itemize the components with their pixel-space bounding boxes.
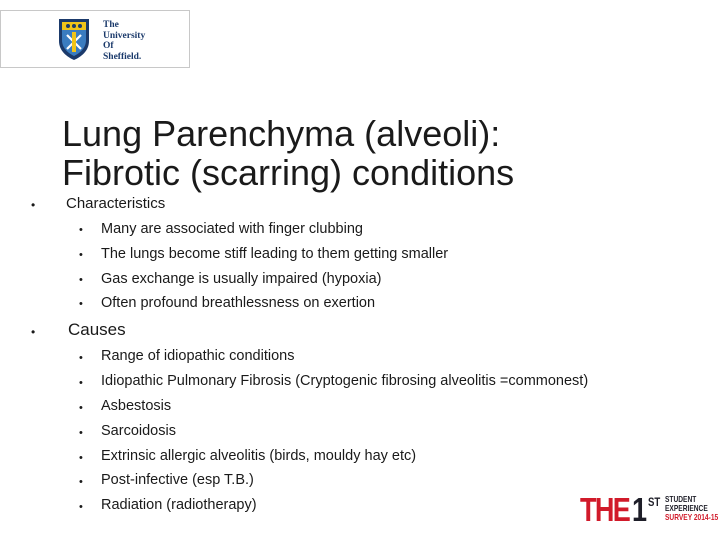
list-bullet: • xyxy=(79,274,83,286)
title-line-2: Fibrotic (scarring) conditions xyxy=(62,152,515,193)
list-bullet: • xyxy=(79,298,83,310)
badge-line-survey: SURVEY 2014-15 xyxy=(665,512,719,522)
list-bullet: • xyxy=(79,352,83,364)
logo-line-the: The xyxy=(103,20,119,30)
slide-title xyxy=(62,114,514,192)
list-item: Range of idiopathic conditions xyxy=(101,348,295,364)
list-item: Sarcoidosis xyxy=(101,423,176,439)
list-item: Many are associated with finger clubbing xyxy=(101,221,363,237)
logo-line-university: University xyxy=(103,30,146,41)
student-experience-survey-badge xyxy=(580,491,719,528)
list-item: Often profound breathlessness on exertion xyxy=(101,295,376,311)
list-item: Post-infective (esp T.B.) xyxy=(101,472,254,488)
list-bullet: • xyxy=(79,427,83,439)
section-heading-causes: Causes xyxy=(68,320,126,339)
section-bullet: • xyxy=(31,325,36,339)
list-bullet: • xyxy=(79,402,83,414)
list-bullet: • xyxy=(79,452,83,464)
badge-st: ST xyxy=(648,495,661,509)
list-bullet: • xyxy=(79,377,83,389)
logo-line-sheffield: Sheffield. xyxy=(103,51,142,62)
section-heading-characteristics: Characteristics xyxy=(66,195,166,212)
badge-line-experience: EXPERIENCE xyxy=(665,503,708,513)
list-item: Asbestosis xyxy=(101,398,172,414)
section-bullet: • xyxy=(31,198,36,212)
list-bullet: • xyxy=(79,501,83,513)
university-crest-icon xyxy=(57,17,91,61)
title-line-1: Lung Parenchyma (alveoli): xyxy=(62,113,501,154)
university-logo xyxy=(0,10,190,68)
list-item: Gas exchange is usually impaired (hypoxia) xyxy=(101,271,382,287)
list-bullet: • xyxy=(79,224,83,236)
badge-first: 1 xyxy=(632,491,646,528)
logo-line-of: Of xyxy=(103,41,114,51)
list-item: The lungs become stiff leading to them getting smaller xyxy=(101,246,449,262)
badge-the: THE xyxy=(580,491,630,528)
list-item: Radiation (radiotherapy) xyxy=(101,497,257,513)
list-item: Extrinsic allergic alveolitis (birds, mouldy hay etc) xyxy=(101,448,417,464)
list-bullet: • xyxy=(79,249,83,261)
list-item: Idiopathic Pulmonary Fibrosis (Cryptogenic fibrosing alveolitis =commonest) xyxy=(101,373,589,389)
list-bullet: • xyxy=(79,476,83,488)
badge-line-student: STUDENT xyxy=(665,494,697,504)
